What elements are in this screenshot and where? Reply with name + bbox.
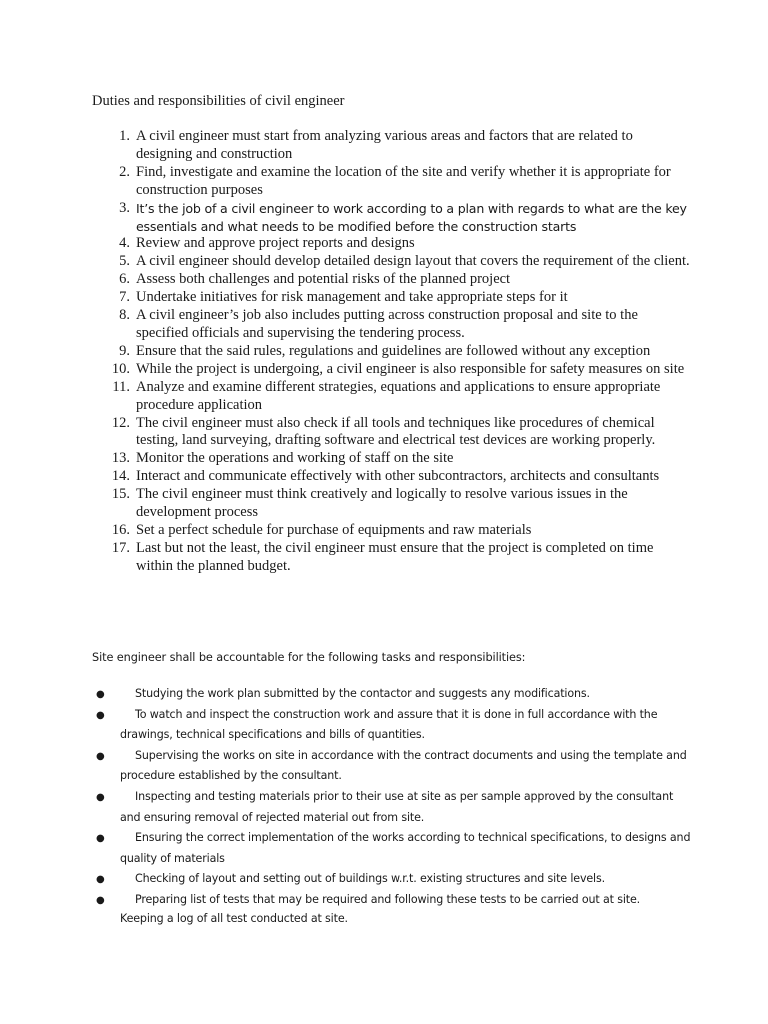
item-number: 15. [111, 486, 130, 503]
item-text: A civil engineer should develop detailed design layout that covers the requirement of the client. [136, 253, 690, 270]
item-number: 7. [119, 289, 130, 306]
item-number: 1. [119, 128, 130, 144]
list-item [92, 705, 692, 746]
list-item [92, 235, 692, 253]
item-text: Review and approve project reports and designs [136, 235, 415, 252]
item-text: To watch and inspect the construction work and assure that it is done in full accordance with the drawings, technical specifications and bills of quantities. [120, 707, 658, 742]
list-item [92, 200, 692, 236]
item-number: 9. [119, 342, 130, 359]
list-item [92, 522, 692, 540]
list-item [92, 343, 692, 361]
trailing-note: Keeping a log of all test conducted at site. [120, 912, 348, 925]
item-text: Supervising the works on site in accordance with the contract documents and using the template and procedure established by the consultant. [120, 748, 687, 783]
list-item [92, 468, 692, 486]
item-number: 3. [119, 199, 130, 216]
item-text: Last but not the least, the civil engineer must ensure that the project is completed on time within the planned budget. [136, 539, 654, 574]
item-text: Checking of layout and setting out of buildings w.r.t. existing structures and site levels. [135, 872, 605, 886]
item-text: While the project is undergoing, a civil engineer is also responsible for safety measures on site [136, 360, 685, 377]
item-number: 4. [119, 235, 130, 252]
bullet-icon: ● [96, 791, 105, 803]
list-item [92, 253, 692, 271]
item-text: Inspecting and testing materials prior to their use at site as per sample approved by the consultant and ensuring removal of rejected material out from site. [120, 789, 674, 824]
list-item [92, 828, 692, 869]
item-number: 2. [119, 163, 130, 180]
list-item [92, 379, 692, 415]
item-number: 10. [111, 360, 130, 377]
bullet-icon: ● [96, 750, 105, 762]
list-item [92, 361, 692, 379]
item-number: 8. [119, 307, 130, 324]
item-number: 17. [111, 539, 130, 556]
item-text: Assess both challenges and potential risks of the planned project [136, 271, 511, 288]
item-text: It’s the job of a civil engineer to work according to a plan with regards to what are the key essentials and what needs to be modified before the construction starts [136, 200, 687, 234]
list-item [92, 450, 692, 468]
item-text: The civil engineer must also check if all tools and techniques like procedures of chemical testing, land surveying, drafting software and electrical test devices are working properly. [136, 414, 656, 449]
item-text: A civil engineer’s job also includes putting across construction proposal and site to the specified officials and supervising the tendering process. [136, 307, 638, 341]
list-item [92, 486, 692, 522]
list-item [92, 746, 692, 787]
item-text: Ensuring the correct implementation of the works according to technical specifications, to designs and quality of materials [120, 831, 691, 865]
item-text: Find, investigate and examine the location of the site and verify whether it is appropriate for construction purposes [136, 163, 671, 198]
item-text: Monitor the operations and working of staff on the site [136, 450, 454, 467]
list-item [92, 128, 692, 164]
list-item [92, 289, 692, 307]
list-item [92, 307, 692, 343]
list-item [92, 684, 692, 705]
item-text: Preparing list of tests that may be required and following these tests to be carried out at site. [135, 892, 641, 906]
item-number: 6. [119, 271, 130, 288]
item-number: 12. [111, 414, 130, 431]
item-text: Ensure that the said rules, regulations and guidelines are followed without any exception [136, 342, 651, 359]
duties-list [92, 128, 692, 576]
item-number: 11. [112, 378, 130, 395]
item-text: Set a perfect schedule for purchase of equipments and raw materials [136, 521, 532, 538]
list-item [92, 164, 692, 200]
item-text: Analyze and examine different strategies, equations and applications to ensure appropriate procedure application [136, 378, 661, 413]
tasks-list [92, 684, 692, 911]
list-item [92, 787, 692, 828]
item-number: 16. [111, 521, 130, 538]
list-item [92, 271, 692, 289]
site-engineer-heading: Site engineer shall be accountable for the following tasks and responsibilities: [92, 651, 526, 664]
list-item [92, 540, 692, 576]
item-text: A civil engineer must start from analyzing various areas and factors that are related to designing and construction [136, 128, 633, 162]
item-text: The civil engineer must think creatively and logically to resolve various issues in the development process [136, 486, 628, 521]
bullet-icon: ● [96, 833, 105, 845]
item-text: Interact and communicate effectively with other subcontractors, architects and consultants [136, 468, 660, 485]
bullet-icon: ● [96, 709, 105, 721]
bullet-icon: ● [96, 874, 105, 886]
list-item [92, 869, 692, 890]
item-text: Undertake initiatives for risk management and take appropriate steps for it [136, 289, 568, 306]
item-number: 5. [119, 253, 130, 270]
bullet-icon: ● [96, 894, 105, 906]
item-number: 14. [111, 468, 130, 485]
list-item [92, 415, 692, 451]
item-text: Studying the work plan submitted by the contactor and suggests any modifications. [135, 687, 590, 700]
item-number: 13. [111, 450, 130, 467]
list-item [92, 890, 692, 911]
document-heading: Duties and responsibilities of civil engineer [92, 93, 345, 109]
bullet-icon: ● [96, 689, 105, 700]
